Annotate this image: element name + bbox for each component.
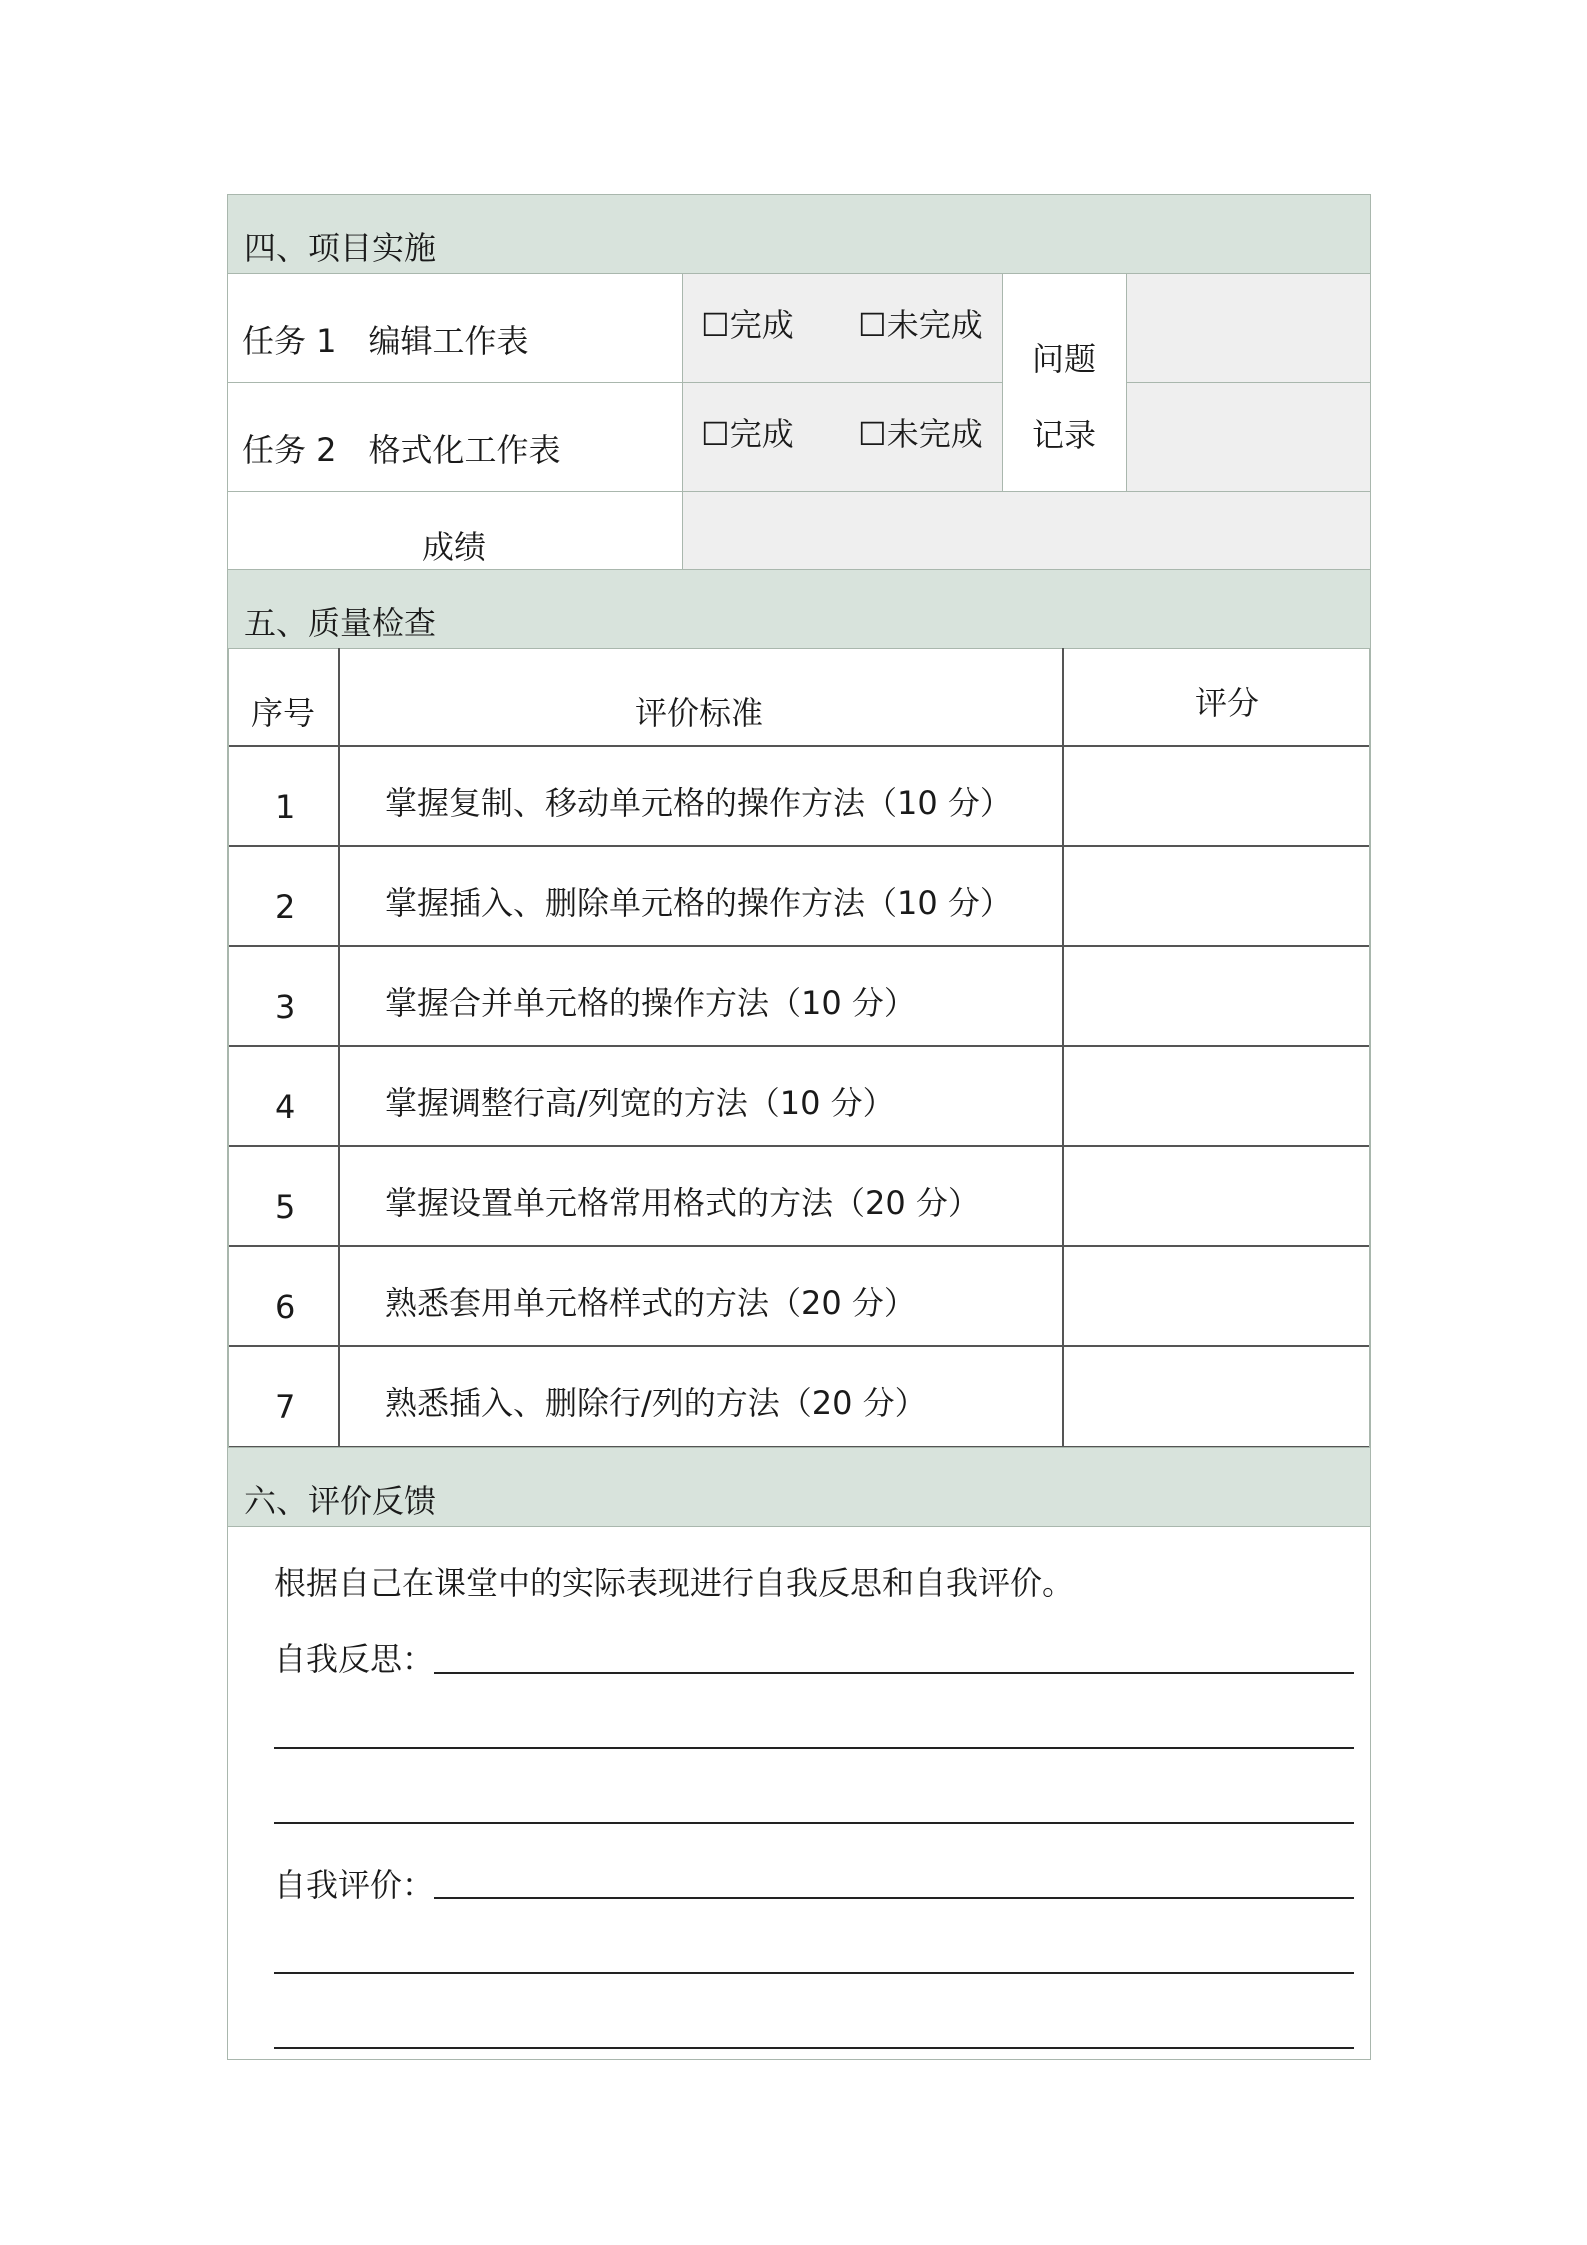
- issue-record-1-field[interactable]: [1126, 273, 1371, 383]
- row-criteria: 掌握合并单元格的操作方法（10 分）: [385, 984, 916, 1022]
- quality-check-table: [227, 648, 1371, 1448]
- row-no: 5: [275, 1188, 296, 1226]
- row-no: 2: [275, 888, 296, 926]
- task-1-status-cell: [682, 273, 1003, 383]
- score-label-cell: [227, 491, 683, 570]
- issue-record-label-line1: 问题: [1032, 340, 1097, 378]
- row-no: 7: [275, 1388, 296, 1426]
- row-criteria: 掌握调整行高/列宽的方法（10 分）: [385, 1084, 895, 1122]
- section-6-header: [227, 1447, 1371, 1527]
- section-5-title: 五、质量检查: [244, 604, 437, 642]
- issue-record-2-field[interactable]: [1126, 382, 1371, 492]
- feedback-instruction: 根据自己在课堂中的实际表现进行自我反思和自我评价。: [274, 1564, 1075, 1602]
- self-evaluation-line-3[interactable]: [274, 2047, 1354, 2049]
- task-2-not-done-checkbox[interactable]: ☐未完成: [858, 415, 983, 453]
- self-reflection-line-3[interactable]: [274, 1822, 1354, 1824]
- row-criteria: 掌握插入、删除单元格的操作方法（10 分）: [385, 884, 1012, 922]
- task-1-done-checkbox[interactable]: ☐完成: [701, 306, 794, 344]
- task-1-not-done-checkbox[interactable]: ☐未完成: [858, 306, 983, 344]
- row-score-field[interactable]: [1064, 747, 1369, 845]
- task-1-label: 任务 1 编辑工作表: [242, 322, 529, 360]
- self-evaluation-line-1[interactable]: [434, 1897, 1354, 1899]
- row-no: 6: [275, 1288, 296, 1326]
- row-criteria: 熟悉套用单元格样式的方法（20 分）: [385, 1284, 916, 1322]
- self-evaluation-label: 自我评价：: [274, 1866, 435, 1904]
- header-no: 序号: [251, 694, 316, 732]
- row-score-field[interactable]: [1064, 1247, 1369, 1345]
- header-criteria: 评价标准: [635, 694, 764, 732]
- section-4-header: [227, 194, 1371, 274]
- header-score: 评分: [1195, 684, 1260, 722]
- task-2-label-cell: [227, 382, 683, 492]
- row-score-field[interactable]: [1064, 1347, 1369, 1445]
- row-score-field[interactable]: [1064, 1047, 1369, 1145]
- row-no: 1: [275, 788, 296, 826]
- self-reflection-line-1[interactable]: [434, 1672, 1354, 1674]
- row-score-field[interactable]: [1064, 847, 1369, 945]
- row-score-field[interactable]: [1064, 1147, 1369, 1245]
- issue-record-label-line2: 记录: [1032, 416, 1097, 454]
- task-1-label-cell: [227, 273, 683, 383]
- row-criteria: 熟悉插入、删除行/列的方法（20 分）: [385, 1384, 927, 1422]
- row-criteria: 掌握复制、移动单元格的操作方法（10 分）: [385, 784, 1012, 822]
- issue-record-label-cell: [1002, 273, 1127, 492]
- score-field[interactable]: [682, 491, 1371, 570]
- row-score-field[interactable]: [1064, 947, 1369, 1045]
- row-no: 3: [275, 988, 296, 1026]
- self-evaluation-line-2[interactable]: [274, 1972, 1354, 1974]
- section-4-title: 四、项目实施: [244, 229, 437, 267]
- row-no: 4: [275, 1088, 296, 1126]
- self-reflection-label: 自我反思：: [274, 1640, 435, 1678]
- self-reflection-line-2[interactable]: [274, 1747, 1354, 1749]
- row-criteria: 掌握设置单元格常用格式的方法（20 分）: [385, 1184, 980, 1222]
- task-2-done-checkbox[interactable]: ☐完成: [701, 415, 794, 453]
- score-label: 成绩: [422, 528, 487, 566]
- task-2-label: 任务 2 格式化工作表: [242, 431, 561, 469]
- task-2-status-cell: [682, 382, 1003, 492]
- section-6-title: 六、评价反馈: [244, 1482, 437, 1520]
- section-5-header: [227, 569, 1371, 649]
